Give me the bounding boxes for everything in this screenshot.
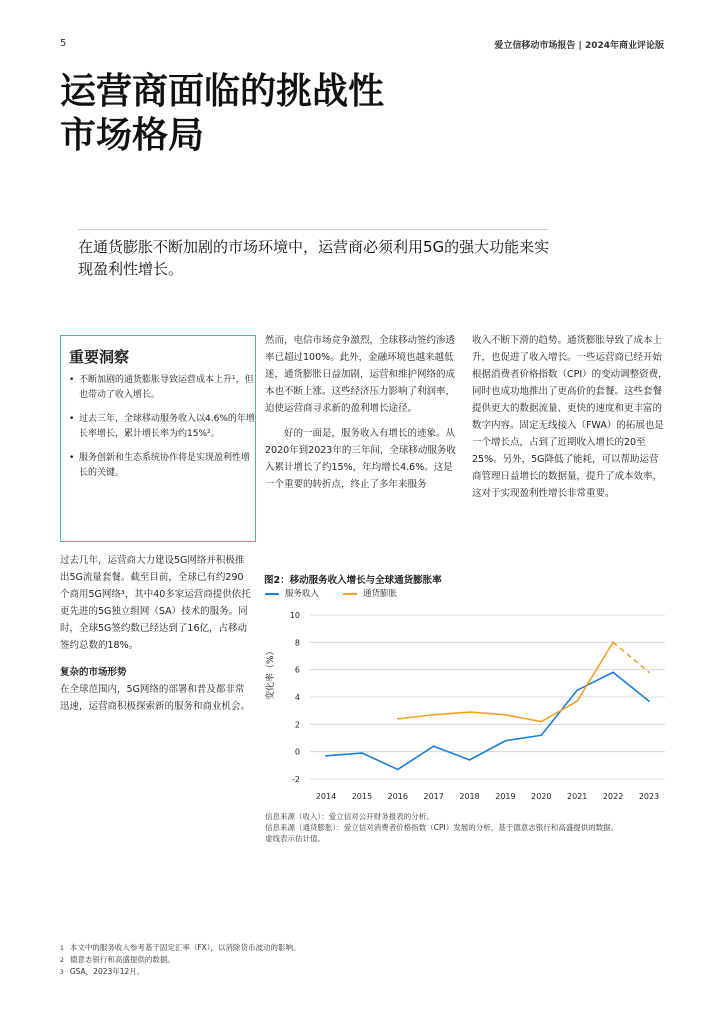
x-tick-label: 2017 (423, 792, 444, 801)
data-point (540, 721, 542, 723)
x-tick-label: 2014 (315, 792, 337, 801)
y-tick-label: 10 (289, 611, 300, 620)
insight-item: • 服务创新和生态系统协作将是实现盈利性增长的关键。 (79, 451, 255, 481)
footnote-text: GSA，2023年12月。 (69, 967, 145, 976)
x-tick-label: 2023 (638, 792, 660, 801)
data-point (397, 769, 399, 771)
footnote (60, 966, 301, 978)
body-paragraph: 收入不断下滑的趋势。通货膨胀导致了成本上升，也促进了收入增长。一些运营商已经开始根据消费者价格指数（CPI）的变动调整资费，同时也成功地推出了更高价的套餐。这些套餐提供更大的数据流量、更快的速度和更丰富的数字内容。固定无线接入（FWA）的拓展也是一个增长点，占到了近期收入增长的20至25%。另外，5G降低了能耗，可以帮助运营商管理日益增长的数据量，提升了成本效率，这对于实现盈利性增长非常重要。 (472, 335, 668, 499)
footnote-mark: 2 (60, 957, 64, 964)
data-point (361, 752, 363, 754)
body-paragraph: 然而，电信市场竞争激烈，全球移动签约渗透率已超过100%。此外，金融环境也越来越低迷，通货膨胀日益加剧，运营和维护网络的成本也不断上涨。这些经济压力影响了利润率，迫使运营商寻求新的盈利增长途径。 (265, 335, 456, 414)
data-point (648, 672, 650, 674)
data-point (433, 745, 435, 747)
insights-list (69, 373, 255, 481)
source-line: 虚线表示估计值。 (265, 834, 325, 843)
legend-label: 通货膨胀 (363, 589, 398, 599)
lead-paragraph: 在通货膨胀不断加剧的市场环境中，运营商必须利用5G的强大功能来实现盈利性增长。 (78, 238, 550, 278)
y-tick-label: 8 (294, 638, 300, 648)
legend-label: 服务收入 (285, 589, 320, 599)
footnote-mark: 1 (60, 945, 64, 952)
data-point (540, 734, 542, 736)
x-tick-label: 2015 (351, 792, 373, 801)
data-point (505, 714, 507, 716)
data-point (576, 689, 578, 691)
key-insights-box (60, 335, 256, 542)
legend-item-inflation (343, 587, 397, 599)
x-tick-label: 2022 (602, 792, 624, 801)
column-3 (472, 332, 668, 510)
source-line: 信息来源（通货膨胀）：爱立信对消费者价格指数（CPI）发展的分析，基于德意志银行和高盛提供的数据。 (265, 823, 619, 832)
series-line-estimate (613, 642, 649, 672)
data-point (433, 714, 435, 716)
body-paragraph: 过去几年，运营商大力建设5G网络并积极推出5G流量套餐。截至目前，全球已有约290个商用5G网络³，其中40多家运营商提供依托更先进的5G独立组网（SA）技术的服务。同时，全球5G签约数已经达到了16亿，占移动签约总数的18%。 (60, 555, 251, 651)
data-point (397, 718, 399, 720)
report-title: 爱立信移动市场报告 | 2024年商业评论版 (494, 41, 664, 51)
series-line-revenue (326, 672, 649, 769)
insight-item: • 不断加剧的通货膨胀导致运营成本上升¹，但也带动了收入增长。 (79, 373, 255, 403)
chart-title: 图2：移动服务收入增长与全球通货膨胀率 (264, 575, 442, 586)
body-paragraph: 好的一面是，服务收入有增长的迹象。从2020年到2023年的三年间，全球移动服务收入累计增长了约15%，年均增长4.6%。这是一个重要的转折点，终止了多年来服务 (265, 428, 456, 490)
y-tick-label: -2 (292, 775, 300, 784)
y-tick-label: 2 (294, 720, 300, 730)
data-point (612, 641, 614, 643)
data-point (612, 672, 614, 674)
legend-item-revenue (265, 587, 319, 599)
data-point (505, 740, 507, 742)
column-1 (60, 552, 253, 723)
legend-swatch (265, 593, 279, 595)
page-number: 5 (60, 38, 67, 49)
section-subheading: 复杂的市场形势 (60, 667, 127, 678)
insight-item: • 过去三年，全球移动服务收入以4.6%的年增长率增长，累计增长率为约15%²。 (79, 412, 255, 442)
footnote-text: 德意志银行和高盛提供的数据。 (69, 955, 175, 964)
source-line: 信息来源（收入）：爱立信对公开财务报表的分析。 (265, 812, 434, 821)
x-tick-label: 2020 (531, 792, 552, 801)
data-point (469, 759, 471, 761)
insights-heading: 重要洞察 (69, 348, 130, 366)
x-tick-label: 2019 (495, 792, 516, 801)
data-point (469, 711, 471, 713)
series-line-inflation (398, 642, 613, 721)
title-line-1: 运营商面临的挑战性 (60, 71, 385, 112)
data-point (576, 700, 578, 702)
legend-swatch (343, 593, 357, 595)
title-line-2: 市场格局 (60, 115, 205, 156)
x-tick-label: 2021 (567, 792, 588, 801)
line-chart (280, 603, 680, 808)
footnote (60, 954, 301, 966)
page-title (60, 70, 384, 158)
footnote-mark: 3 (60, 969, 64, 976)
chart-legend (265, 587, 397, 599)
data-point (648, 700, 650, 702)
x-tick-label: 2018 (459, 792, 480, 801)
column-2 (265, 332, 458, 501)
x-tick-label: 2016 (387, 792, 408, 801)
chart-sources (265, 811, 618, 844)
y-tick-label: 4 (294, 693, 300, 702)
footnotes (60, 942, 301, 978)
divider (78, 229, 548, 230)
y-tick-label: 6 (294, 665, 300, 675)
y-tick-label: 0 (294, 747, 300, 757)
y-axis-label: 变化率（%） (266, 646, 276, 700)
footnote-text: 本文中的服务收入参考基于固定汇率（FX），以消除货币波动的影响。 (69, 943, 301, 952)
data-point (325, 755, 327, 757)
footnote (60, 942, 301, 954)
body-paragraph: 在全球范围内，5G网络的部署和普及都非常迅速，运营商积极探索新的服务和商业机会。 (60, 684, 251, 712)
